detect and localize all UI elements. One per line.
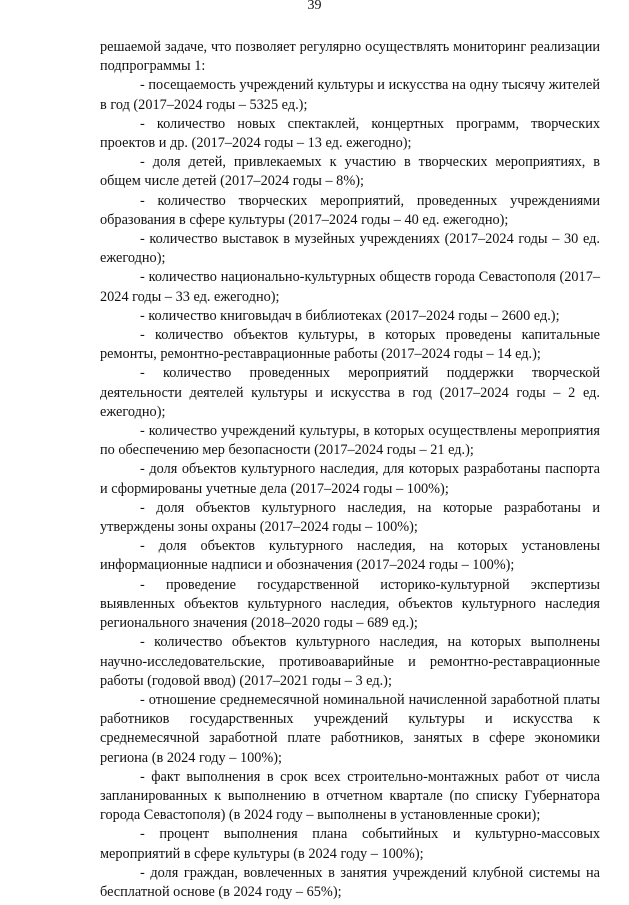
intro-paragraph: решаемой задаче, что позволяет регулярно осуществлять мониторинг реализации подпрограммы 1: [100, 39, 600, 75]
list-item: - посещаемость учреждений культуры и искусства на одну тысячу жителей в год (2017–2024 годы – 5325 ед.); [100, 77, 600, 113]
list-item: - проведение государственной историко-культурной экспертизы выявленных объектов культурного наследия, объектов культурного наследия регионального значения (2018–2020 годы – 689 ед.); [100, 576, 600, 632]
document-body [100, 38, 600, 902]
list-item: - доля объектов культурного наследия, для которых разработаны паспорта и сформированы учетные дела (2017–2024 годы – 100%); [100, 461, 600, 497]
list-item: - количество проведенных мероприятий поддержки творческой деятельности деятелей культуры и искусства в год (2017–2024 годы – 2 ед. ежегодно); [100, 365, 600, 420]
list-item: - количество книговыдач в библиотеках (2017–2024 годы – 2600 ед.); [140, 307, 560, 324]
list-item: - количество учреждений культуры, в которых осуществлены мероприятия по обеспечению мер безопасности (2017–2024 годы – 21 ед.); [100, 423, 600, 459]
list-item: - количество объектов культуры, в которых проведены капитальные ремонты, ремонтно-реставрационные работы (2017–2024 годы – 14 ед.); [100, 327, 600, 363]
list-item: - факт выполнения в срок всех строительно-монтажных работ от числа запланированных к выполнению в отчетном квартале (по списку Губернатора города Севастополя) (в 2024 году – выполнены в установленные сроки); [100, 768, 600, 824]
list-item: - процент выполнения плана событийных и культурно-массовых мероприятий в сфере культуры (в 2024 году – 100%); [100, 826, 600, 862]
list-item: - количество выставок в музейных учреждениях (2017–2024 годы – 30 ед. ежегодно); [100, 231, 600, 267]
list-item: - доля объектов культурного наследия, на которых установлены информационные надписи и обозначения (2017–2024 годы – 100%); [100, 538, 600, 574]
list-item: - количество творческих мероприятий, проведенных учреждениями образования в сфере культуры (2017–2024 годы – 40 ед. ежегодно); [100, 192, 600, 228]
list-item: - отношение среднемесячной номинальной начисленной заработной платы работников государственных учреждений культуры и искусства к среднемесячной заработной плате работников, занятых в сфере экономики региона (в 2024 году – 100%); [100, 691, 600, 766]
list-item: - количество объектов культурного наследия, на которых выполнены научно-исследовательские, противоаварийные и ремонтно-реставрационные работы (годовой ввод) (2017–2021 годы – 3 ед.); [100, 634, 600, 689]
list-item: - количество новых спектаклей, концертных программ, творческих проектов и др. (2017–2024 годы – 13 ед. ежегодно); [100, 115, 600, 152]
page-number: 39 [307, 0, 322, 13]
list-item: - доля граждан, вовлеченных в занятия учреждений клубной системы на бесплатной основе (в 2024 году – 65%); [100, 864, 600, 900]
list-item: - доля объектов культурного наследия, на которые разработаны и утверждены зоны охраны (2017–2024 годы – 100%); [100, 499, 600, 536]
list-item: - доля детей, привлекаемых к участию в творческих мероприятиях, в общем числе детей (2017–2024 годы – 8%); [100, 154, 600, 190]
list-item: - количество национально-культурных обществ города Севастополя (2017–2024 годы – 33 ед. ежегодно); [100, 269, 600, 305]
